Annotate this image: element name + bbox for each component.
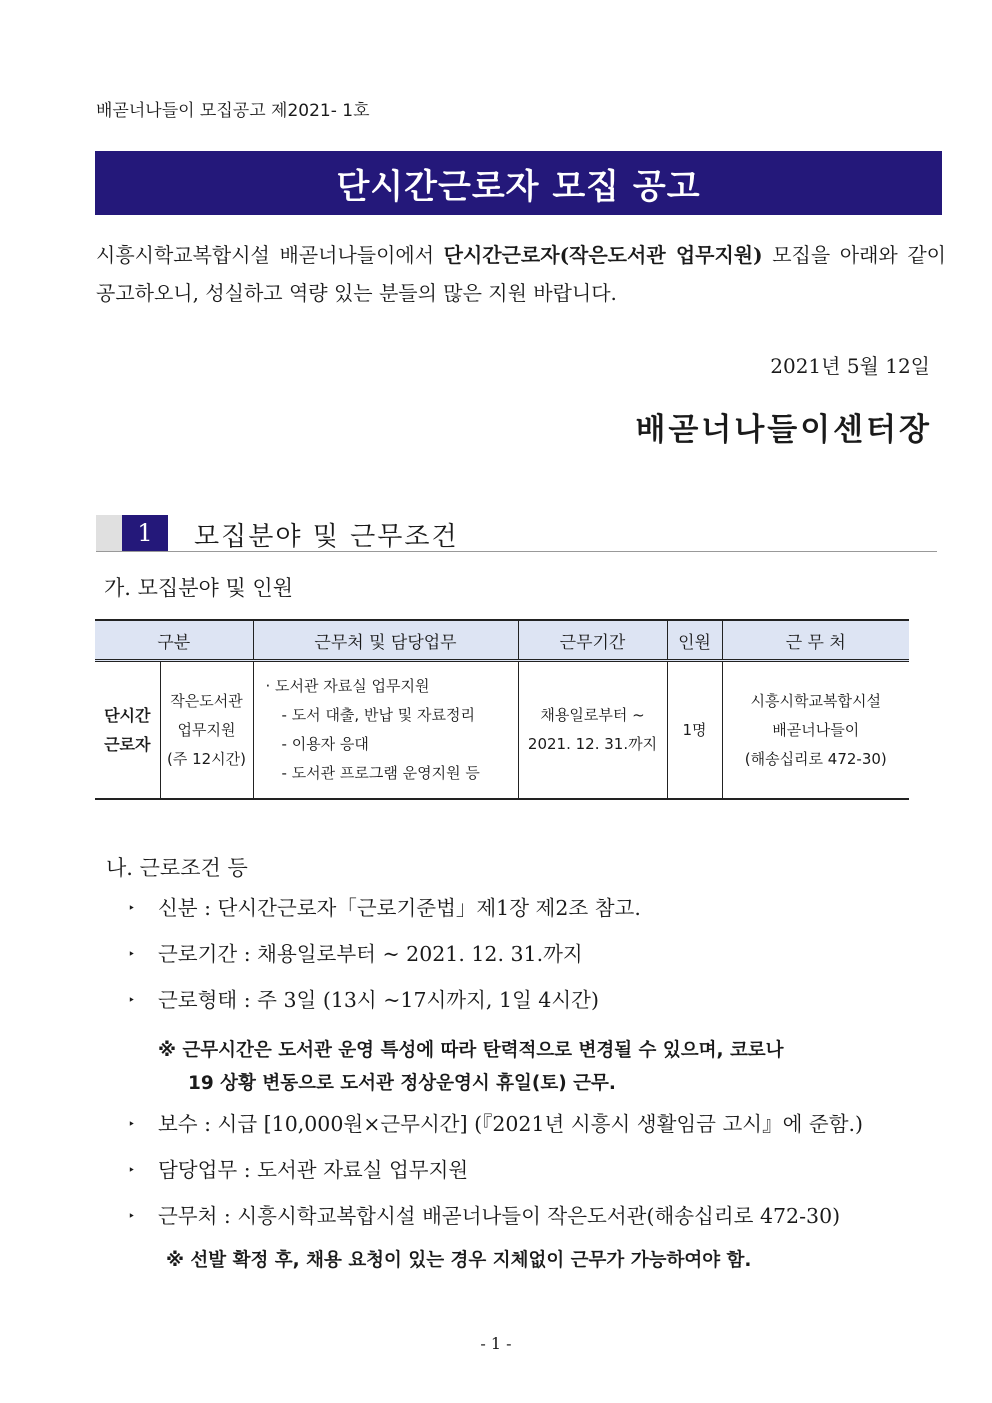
list-item: ‣ 근로형태 : 주 3일 (13시 ~17시까지, 1일 4시간) [120,985,940,1031]
section-heading [96,515,937,552]
subheading-b: 나. 근로조건 등 [106,856,248,880]
section-number: 1 [122,515,168,551]
list-item: ‣ 담당업무 : 도서관 자료실 업무지원 [120,1155,940,1201]
signer: 배곧너나들이센터장 [635,412,932,448]
recruitment-table [95,619,909,800]
header-category: 구분 [95,620,253,661]
header-duties: 근무처 및 담당업무 [253,620,518,661]
cell-duties: · 도서관 자료실 업무지원 - 도서 대출, 반납 및 자료정리 - 이용자 응대 - 도서관 프로그램 운영지원 등 [253,661,518,800]
bullet-icon: ‣ [128,993,136,1007]
list-item: ‣ 근로기간 : 채용일로부터 ~ 2021. 12. 31.까지 [120,939,940,985]
title-banner [95,151,942,215]
conditions-list-2 [120,1109,940,1247]
notice-number: 배곧너나들이 모집공고 제2021- 1호 [96,101,370,121]
final-note: ※ 선발 확정 후, 채용 요청이 있는 경우 지체없이 근무가 가능하여야 함. [166,1250,752,1271]
bullet-icon: ‣ [128,1117,136,1131]
cell-workplace: 시흥시학교복합시설 배곧너나들이 (해송십리로 472-30) [722,661,909,800]
cell-count: 1명 [667,661,722,800]
intro-paragraph [96,236,946,312]
intro-text-2: 모집을 아래와 같이 공고하오니, 성실하고 역량 있는 분들의 많은 지원 바랍니다. [96,243,946,305]
bullet-icon: ‣ [128,1163,136,1177]
header-period: 근무기간 [518,620,667,661]
table-header-row [95,620,909,661]
notice-date: 2021년 5월 12일 [770,354,930,378]
intro-text-bold: 단시간근로자(작은도서관 업무지원) [443,243,763,267]
header-count: 인원 [667,620,722,661]
list-item: ‣ 근무처 : 시흥시학교복합시설 배곧너나들이 작은도서관(해송십리로 472-30) [120,1201,940,1247]
cell-period: 채용일로부터 ~ 2021. 12. 31.까지 [518,661,667,800]
intro-text-1: 시흥시학교복합시설 배곧너나들이에서 [96,243,444,267]
page-title: 단시간근로자 모집 공고 [336,166,701,207]
section-title: 모집분야 및 근무조건 [194,522,459,552]
page-number: - 1 - [480,1334,512,1353]
header-workplace: 근 무 처 [722,620,909,661]
subheading-a: 가. 모집분야 및 인원 [104,576,293,600]
list-item: ‣ 보수 : 시급 [10,000원×근무시간] (『2021년 시흥시 생활임금 고시』에 준함.) [120,1109,940,1155]
cell-field: 작은도서관 업무지원 (주 12시간) [160,661,253,800]
cell-type: 단시간 근로자 [95,661,160,800]
section-marker [96,515,122,551]
work-hours-note: ※ 근무시간은 도서관 운영 특성에 따라 탄력적으로 변경될 수 있으며, 코로나 19 상황 변동으로 도서관 정상운영시 휴일(토) 근무. [158,1040,784,1094]
bullet-icon: ‣ [128,947,136,961]
conditions-list [120,893,940,1031]
table-row [95,661,909,800]
list-item: ‣ 신분 : 단시간근로자「근로기준법」제1장 제2조 참고. [120,893,940,939]
bullet-icon: ‣ [128,1209,136,1223]
bullet-icon: ‣ [128,901,136,915]
